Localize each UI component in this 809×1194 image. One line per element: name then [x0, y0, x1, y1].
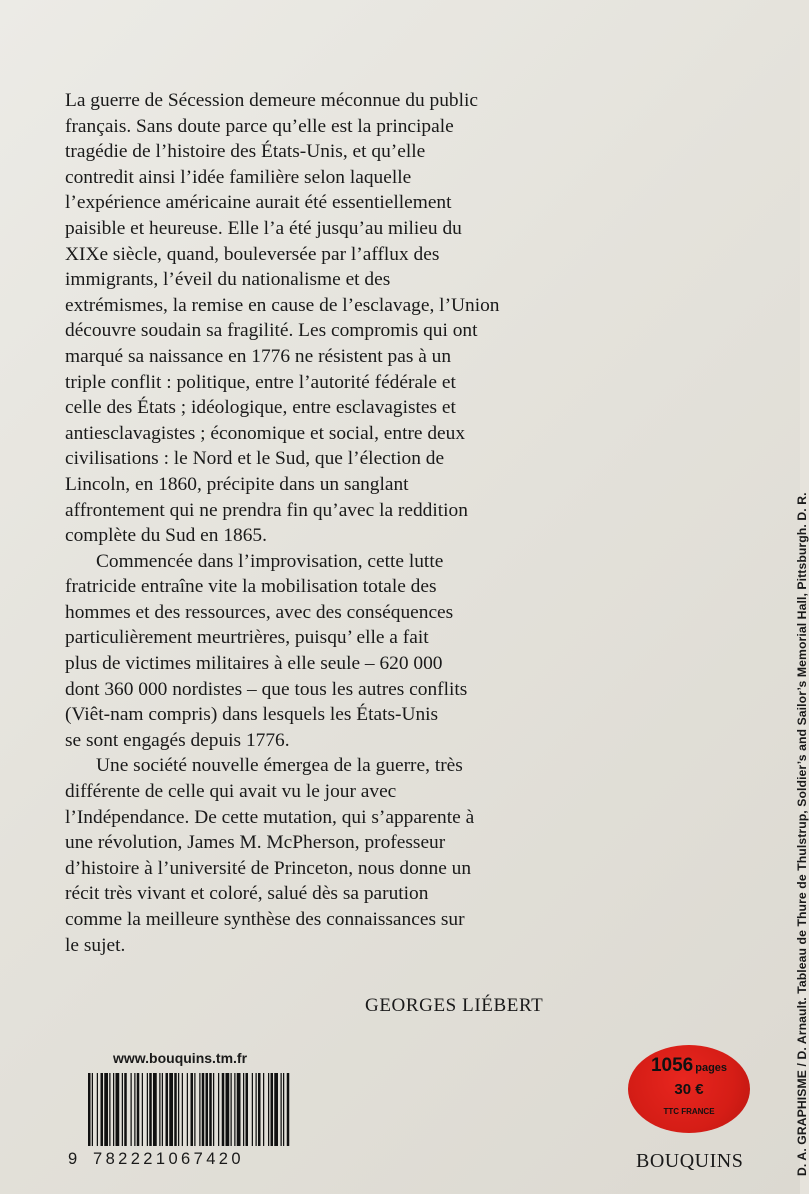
barcode-bar: [88, 1073, 91, 1146]
barcode-bar: [109, 1073, 110, 1146]
barcode-bar: [246, 1073, 249, 1146]
tax-note: TTC FRANCE: [663, 1107, 715, 1116]
publisher-website: www.bouquins.tm.fr: [113, 1050, 248, 1066]
page-count: [628, 1055, 750, 1077]
barcode-bar: [252, 1073, 253, 1146]
barcode-bar: [174, 1073, 177, 1146]
text-line: antiesclavagistes ; économique et social, entre deux: [65, 422, 466, 444]
text-line: plus de victimes militaires à elle seule – 620 000: [65, 653, 443, 675]
text-line: fratricide entraîne vite la mobilisation totale des: [65, 576, 437, 598]
barcode-bar: [159, 1073, 160, 1146]
text-line: contredit ainsi l’idée familière selon laquelle: [65, 166, 412, 188]
barcode-bar: [113, 1073, 114, 1146]
text-line: comme la meilleure synthèse des connaissances sur: [65, 909, 465, 930]
blurb-text: [65, 88, 565, 958]
text-line: XIXe siècle, quand, bouleversée par l’afflux des: [65, 243, 440, 265]
text-line: l’expérience américaine aurait été essentiellement: [65, 192, 452, 214]
barcode-bar: [218, 1073, 219, 1146]
barcode-bar: [231, 1073, 232, 1146]
text-line: particulièrement meurtrières, puisqu’ elle a fait: [65, 627, 429, 649]
barcode-bar: [149, 1073, 152, 1146]
text-line: complète du Sud en 1865.: [65, 525, 267, 547]
barcode-bar: [268, 1073, 269, 1146]
barcode-bar: [162, 1073, 163, 1146]
barcode-bar: [256, 1073, 257, 1146]
text-line: Une société nouvelle émergea de la guerre, très: [96, 755, 463, 777]
barcode-bar: [153, 1073, 157, 1146]
blurb-paragraph-3: [65, 753, 565, 958]
barcode-bar: [137, 1073, 140, 1146]
text-line: La guerre de Sécession demeure méconnue du public: [65, 90, 478, 111]
barcode-bar: [222, 1073, 225, 1146]
barcode-bar: [169, 1073, 173, 1146]
text-line: l’Indépendance. De cette mutation, qui s’apparente à: [65, 806, 475, 828]
text-line: tragédie de l’histoire des États-Unis, et qu’elle: [65, 141, 426, 163]
barcode-bar: [258, 1073, 261, 1146]
text-line: le sujet.: [65, 934, 126, 956]
text-line: Lincoln, en 1860, précipite dans un sanglant: [65, 473, 409, 495]
text-line: triple conflit : politique, entre l’autorité fédérale et: [65, 371, 456, 393]
barcode-bar: [182, 1073, 183, 1146]
text-line: civilisations : le Nord et le Sud, que l’élection de: [65, 448, 445, 470]
barcode-bar: [142, 1073, 143, 1146]
text-line: marqué sa naissance en 1776 ne résistent pas à un: [65, 345, 452, 367]
blurb-paragraph-2: [65, 549, 565, 754]
barcode-bar: [271, 1073, 274, 1146]
text-line: dont 360 000 nordistes – que tous les autres conflits: [65, 678, 468, 700]
text-line: une révolution, James M. McPherson, professeur: [65, 832, 446, 854]
text-line: (Viêt-nam compris) dans lesquels les États-Unis: [65, 704, 439, 726]
page-count-label: pages: [695, 1062, 728, 1074]
text-line: Commencée dans l’improvisation, cette lutte: [96, 550, 444, 572]
barcode-bar: [209, 1073, 212, 1146]
barcode-bar: [274, 1073, 278, 1146]
barcode-bar: [122, 1073, 123, 1146]
barcode-bar: [213, 1073, 214, 1146]
text-line: récit très vivant et coloré, salué dès sa parution: [65, 883, 429, 905]
barcode-bar: [97, 1073, 98, 1146]
page-count-number: 1056: [650, 1055, 694, 1076]
barcode-bar: [166, 1073, 169, 1146]
text-line: français. Sans doute parce qu’elle est la principale: [65, 115, 454, 137]
text-line: paisible et heureuse. Elle l’a été jusqu’au milieu du: [65, 217, 462, 239]
barcode-bar: [243, 1073, 244, 1146]
barcode-bar: [202, 1073, 205, 1146]
text-line: celle des États ; idéologique, entre esclavagistes et: [65, 397, 456, 419]
barcode-bar: [237, 1073, 241, 1146]
blurb-paragraph-1: [65, 88, 565, 549]
price-value: 30 €: [674, 1081, 704, 1098]
barcode-bar: [92, 1073, 93, 1146]
barcode-bar: [104, 1073, 108, 1146]
image-credits: D. A. GRAPHISME / D. Arnault. Tableau de Thure de Thulstrup, Soldier’s and Sailor’s Memorial Hall, Pittsburgh. D. R.: [795, 492, 809, 1176]
barcode-bar: [178, 1073, 179, 1146]
price-badge: [628, 1045, 750, 1133]
barcode-bar: [147, 1073, 148, 1146]
barcode-bar: [191, 1073, 194, 1146]
barcode-bar: [206, 1073, 209, 1146]
barcode-bar: [194, 1073, 195, 1146]
barcode-bar: [187, 1073, 188, 1146]
barcode-bar: [101, 1073, 104, 1146]
publisher-name: BOUQUINS: [636, 1150, 744, 1172]
text-line: différente de celle qui avait vu le jour avec: [65, 781, 397, 803]
barcode-bar: [124, 1073, 127, 1146]
barcode-bar: [283, 1073, 284, 1146]
barcode-graphic: [88, 1073, 288, 1146]
barcode-bar: [131, 1073, 132, 1146]
text-line: hommes et des ressources, avec des conséquences: [65, 601, 454, 623]
text-line: se sont engagés depuis 1776.: [65, 729, 290, 751]
isbn-first-digit: 9: [68, 1150, 78, 1168]
text-line: immigrants, l’éveil du nationalisme et des: [65, 269, 391, 291]
text-line: extrémismes, la remise en cause de l’esclavage, l’Union: [65, 294, 500, 316]
barcode-bar: [281, 1073, 282, 1146]
barcode-bar: [116, 1073, 120, 1146]
barcode-bar: [199, 1073, 200, 1146]
barcode-bar: [226, 1073, 230, 1146]
barcode-bar: [134, 1073, 135, 1146]
barcode-bar: [287, 1073, 290, 1146]
text-line: d’histoire à l’université de Princeton, nous donne un: [65, 857, 472, 879]
isbn-digits: 782221067420: [93, 1150, 244, 1168]
text-line: découvre soudain sa fragilité. Les compromis qui ont: [65, 320, 478, 342]
barcode-bar: [263, 1073, 264, 1146]
author-signature: GEORGES LIÉBERT: [365, 995, 544, 1016]
text-line: affrontement qui ne prendra fin qu’avec la reddition: [65, 499, 468, 521]
barcode-bar: [234, 1073, 235, 1146]
